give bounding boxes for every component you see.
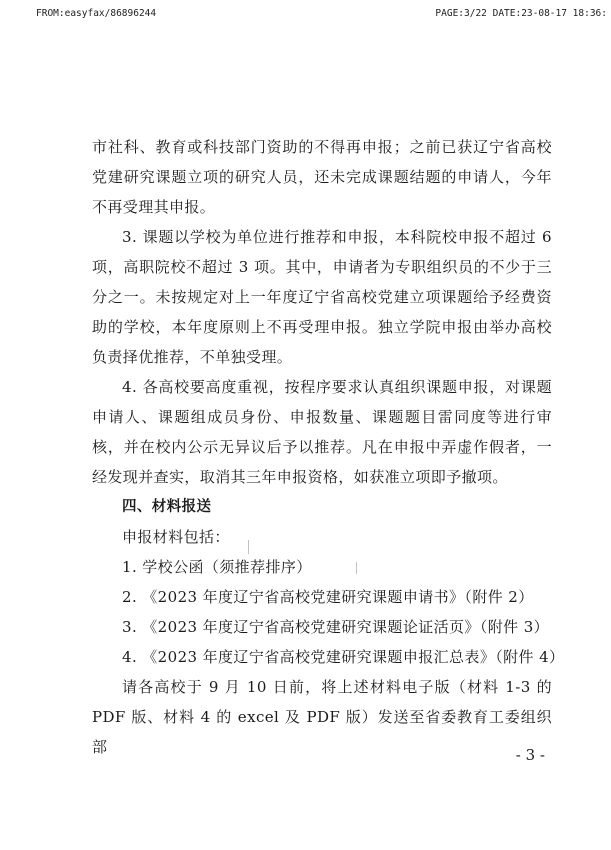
fax-from-label: FROM:easyfax/86896244 [36, 8, 157, 19]
paragraph-submission: 请各高校于 9 月 10 日前，将上述材料电子版（材料 1-3 的 PDF 版、材料 4 的 excel 及 PDF 版）发送至省委教育工委组织部 [92, 678, 552, 756]
materials-intro: 申报材料包括： [122, 528, 230, 546]
paragraph-review: 4. 各高校要高度重视，按程序要求认真组织课题申报，对课题申请人、课题组成员身份、申报数量、课题题目雷同度等进行审核，并在校内公示无异议后予以推荐。凡在申报中弄虚作假者，一经发现并查实，取消其三年申报资格，如获准立项即予撤项。 [92, 378, 552, 486]
scan-artifact-mark [356, 562, 357, 574]
scan-artifact-mark [248, 540, 249, 554]
material-item-3: 3. 《2023 年度辽宁省高校党建研究课题论证活页》（附件 3） [122, 618, 550, 636]
material-item-1: 1. 学校公函（须推荐排序） [122, 558, 312, 576]
section-heading-materials: 四、材料报送 [122, 499, 212, 515]
fax-header [0, 8, 611, 22]
material-item-4: 4. 《2023 年度辽宁省高校党建研究课题申报汇总表》（附件 4） [122, 648, 565, 666]
fax-page-date-label: PAGE:3/22 DATE:23-08-17 18:36: [435, 8, 607, 19]
page-number: - 3 - [515, 746, 545, 764]
paragraph-quota: 3. 课题以学校为单位进行推荐和申报，本科院校申报不超过 6 项，高职院校不超过 3 项。其中，申请者为专职组织员的不少于三分之一。未按规定对上一年度辽宁省高校党建立项课题给予经费资助的学校，本年度原则上不再受理申报。独立学院申报由举办高校负责择优推荐，不单独受理。 [92, 228, 552, 366]
material-item-2: 2. 《2023 年度辽宁省高校党建研究课题申请书》（附件 2） [122, 588, 534, 606]
document-body [92, 132, 565, 762]
paragraph-eligibility: 市社科、教育或科技部门资助的不得再申报；之前已获辽宁省高校党建研究课题立项的研究人员，还未完成课题结题的申请人，今年不再受理其申报。 [92, 138, 552, 216]
